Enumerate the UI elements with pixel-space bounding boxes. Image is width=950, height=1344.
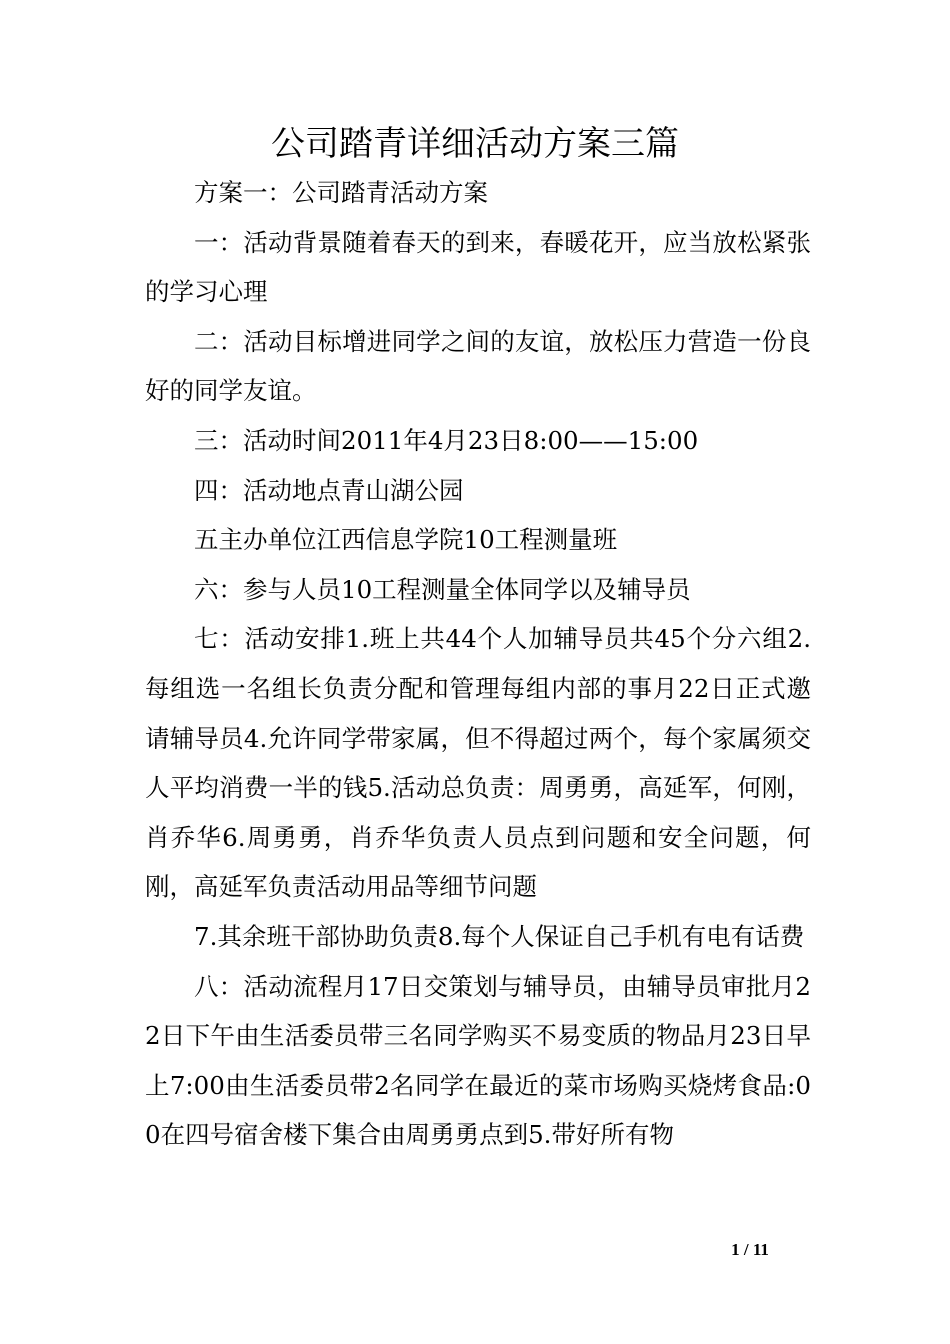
paragraph-location: 四：活动地点青山湖公园: [194, 475, 464, 505]
paragraph-time: 三：活动时间2011年4月23日8:00——15:00: [194, 425, 699, 455]
paragraph-process: 八：活动流程月17日交策划与辅导员，由辅导员审批月22日下午由生活委员带三名同学购买不易变质的物品月23日早上7:00由生活委员带2名同学在最近的菜市场购买烧烤食品:00在四号宿舍楼下集合由周勇勇点到5.带好所有物: [145, 971, 811, 1150]
paragraph-organizer: 五主办单位江西信息学院10工程测量班: [194, 525, 618, 555]
document-title: 公司踏青详细活动方案三篇: [271, 124, 679, 164]
paragraph-participants: 六：参与人员10工程测量全体同学以及辅导员: [194, 574, 691, 604]
paragraph-arrangement-cont: 7.其余班干部协助负责8.每个人保证自己手机有电有话费: [194, 921, 805, 951]
page-number: 1 / 11: [731, 1240, 769, 1259]
paragraph-background: 一：活动背景随着春天的到来，春暖花开，应当放松紧张的学习心理: [145, 227, 811, 307]
paragraph-arrangement: 七：活动安排1.班上共44个人加辅导员共45个分六组2.每组选一名组长负责分配和管理每组内部的事月22日正式邀请辅导员4.允许同学带家属，但不得超过两个，每个家属须交人平均消费一半的钱5.活动总负责：周勇勇，高延军，何刚，肖乔华6.周勇勇，肖乔华负责人员点到问题和安全问题，何刚，高延军负责活动用品等细节问题: [145, 624, 811, 902]
paragraph-goal: 二：活动目标增进同学之间的友谊，放松压力营造一份良好的同学友谊。: [145, 326, 811, 406]
paragraph-plan-one-heading: 方案一：公司踏青活动方案: [194, 178, 488, 207]
document-body: [145, 168, 811, 1160]
